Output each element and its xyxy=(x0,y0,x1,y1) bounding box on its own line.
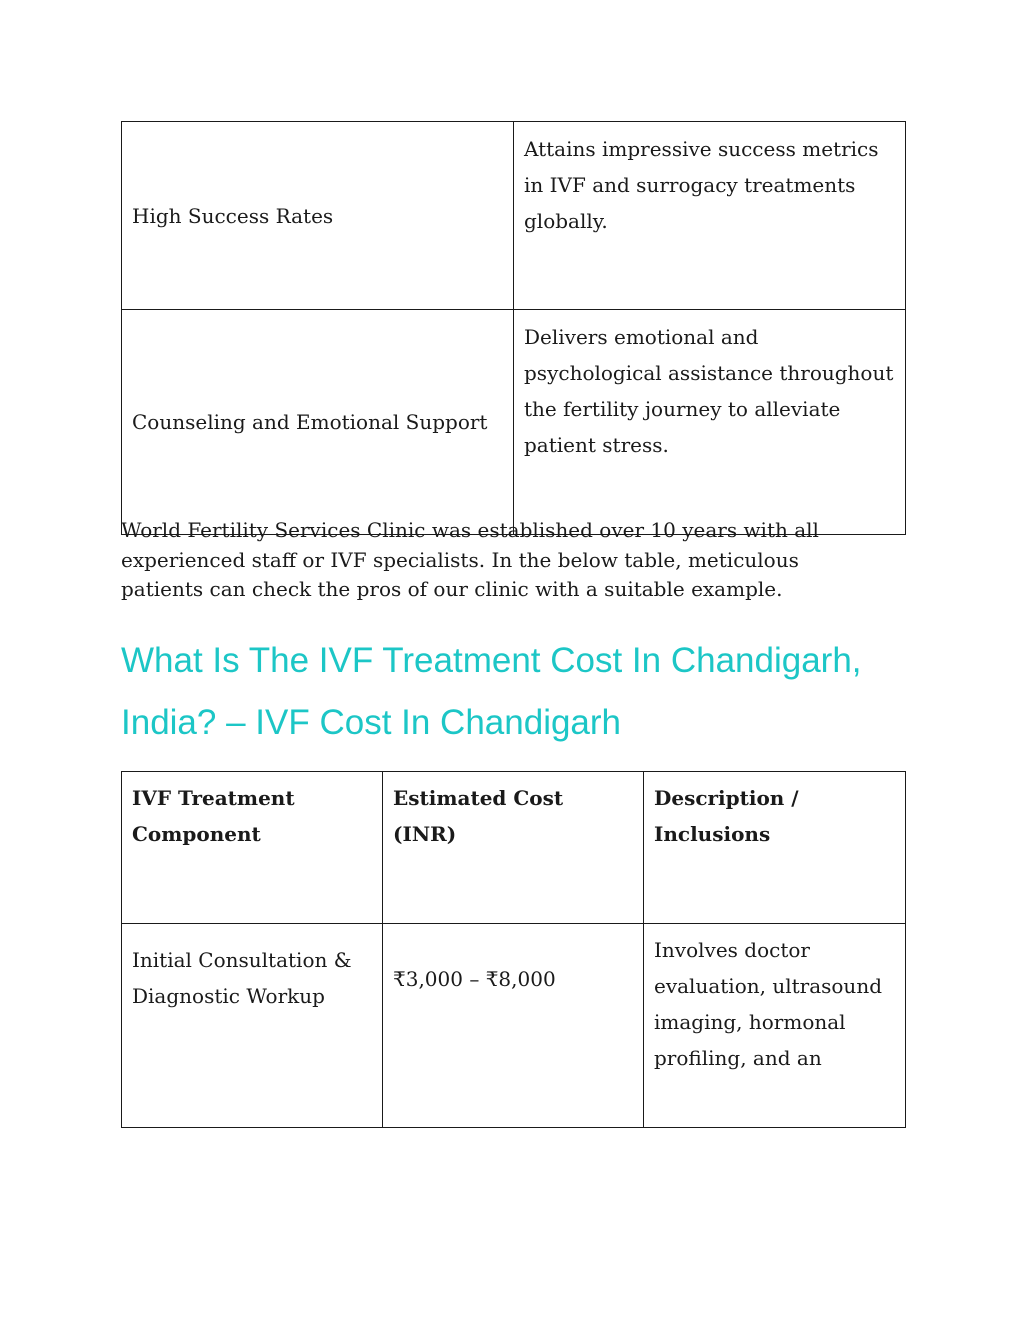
benefits-table xyxy=(121,121,906,535)
cost-cell: ₹3,000 – ₹8,000 xyxy=(383,924,644,1128)
table-row xyxy=(122,122,906,310)
section-heading: What Is The IVF Treatment Cost In Chandigarh, India? – IVF Cost In Chandigarh xyxy=(121,641,862,742)
description-cell: Delivers emotional and psychological assistance throughout the fertility journey to alleviate patient stress. xyxy=(514,310,906,535)
table-row xyxy=(122,310,906,535)
description-cell: Attains impressive success metrics in IVF and surrogacy treatments globally. xyxy=(514,122,906,310)
feature-cell: Counseling and Emotional Support xyxy=(122,310,514,535)
table-header-row xyxy=(122,772,906,924)
intro-paragraph: World Fertility Services Clinic was established over 10 years with all experienced staff or IVF specialists. In the below table, meticulous patients can check the pros of our clinic with a suitable example. xyxy=(121,518,819,601)
ivf-cost-table xyxy=(121,771,906,1128)
header-cost: Estimated Cost (INR) xyxy=(383,772,644,924)
component-cell: Initial Consultation & Diagnostic Workup xyxy=(122,924,383,1128)
description-cell: Involves doctor evaluation, ultrasound imaging, hormonal profiling, and an xyxy=(644,924,906,1128)
table-row xyxy=(122,924,906,1128)
feature-cell: High Success Rates xyxy=(122,122,514,310)
header-description: Description / Inclusions xyxy=(644,772,906,924)
header-component: IVF Treatment Component xyxy=(122,772,383,924)
